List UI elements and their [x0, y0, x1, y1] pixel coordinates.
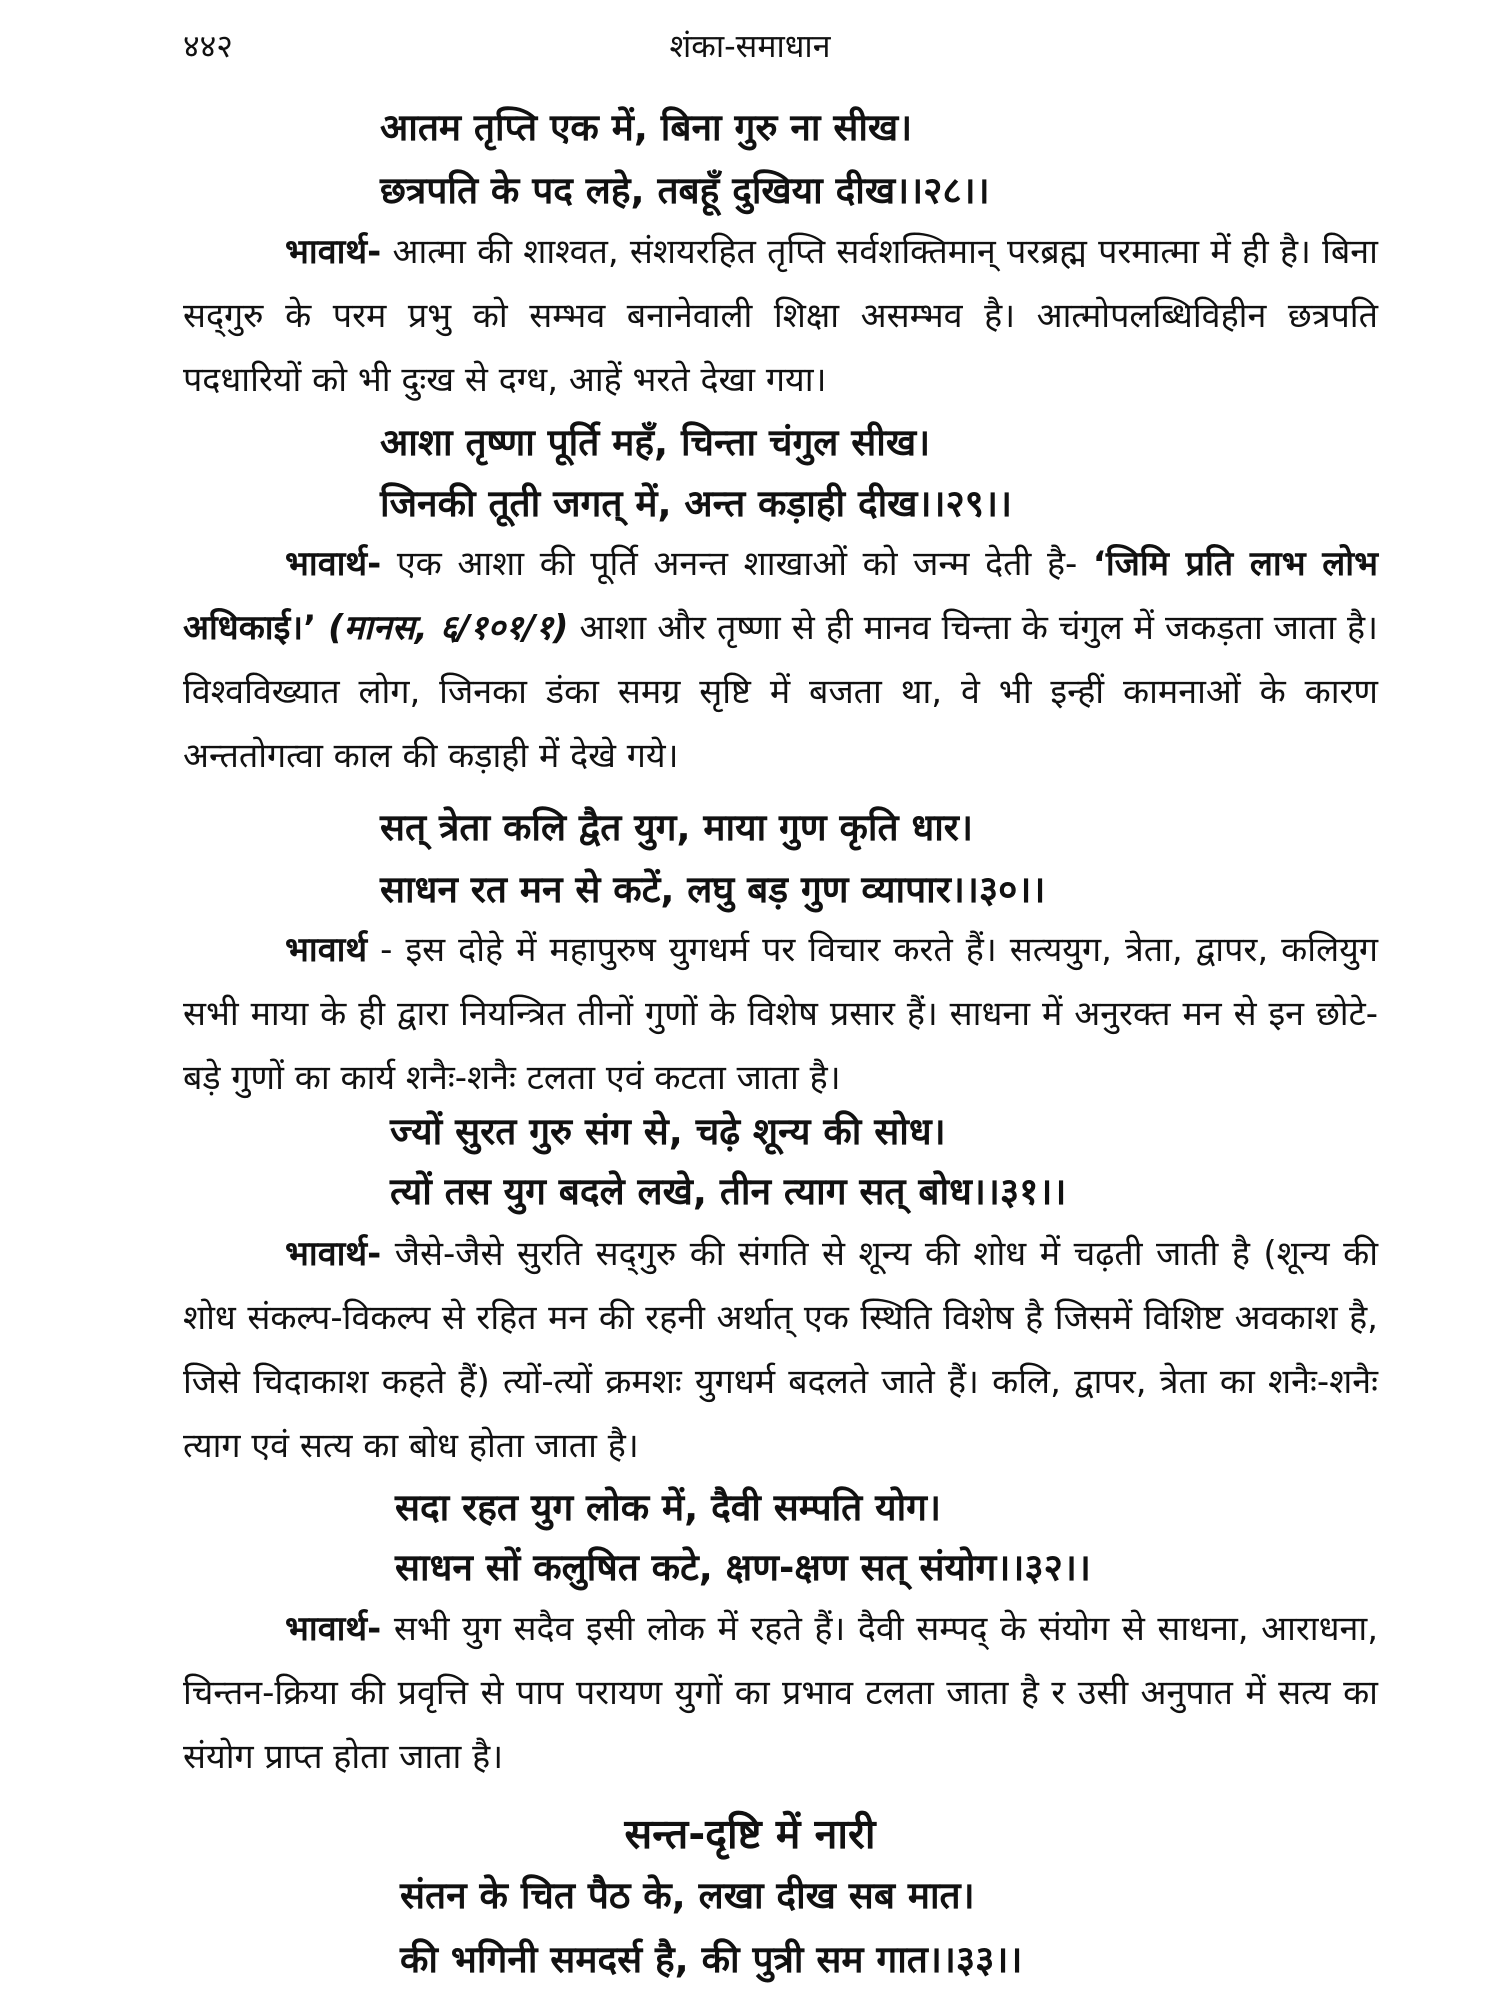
couplet-33-line-1: संतन के चित पैठ के, लखा दीख सब मात।	[400, 1874, 975, 1917]
explanation-text: आशा और तृष्णा से ही मानव चिन्ता के चंगुल में जकड़ता जाता है। विश्वविख्यात लोग, जिनका डंका समग्र सृष्टि में बजता था, वे भी इन्हीं कामनाओं के कारण अन्ततोगत्वा काल की कड़ाही में देखे गये।	[183, 608, 1378, 776]
couplet-29-line-1: आशा तृष्णा पूर्ति महँ, चिन्ता चंगुल सीख।	[380, 421, 931, 464]
explanation-text: जैसे-जैसे सुरति सद्‌गुरु की संगति से शून्य की शोध में चढ़ती जाती है (शून्य की शोध संकल्प-विकल्प से रहित मन की रहनी अर्थात् एक स्थिति विशेष है जिसमें विशिष्ट अवकाश है, जिसे चिदाकाश कहते हैं) त्यों-त्यों क्रमशः युगधर्म बदलते जाते हैं। कलि, द्वापर, त्रेता का शनैः-शनैः त्याग एवं सत्य का बोध होता जाता है।	[183, 1234, 1378, 1466]
couplet-32-line-2: साधन सों कलुषित कटे, क्षण-क्षण सत् संयोग।।३२।।	[395, 1546, 1091, 1589]
explanation-31	[183, 1222, 1378, 1478]
couplet-33-line-2: की भगिनी समदर्स है, की पुत्री सम गात।।३३।।	[400, 1938, 1023, 1981]
couplet-28-line-1: आतम तृप्ति एक में, बिना गुरु ना सीख।	[380, 106, 913, 149]
explanation-label: भावार्थ-	[285, 1234, 382, 1274]
page-header	[0, 18, 1500, 68]
couplet-28-line-2: छत्रपति के पद लहे, तबहूँ दुखिया दीख।।२८।।	[380, 169, 990, 212]
explanation-29	[183, 532, 1378, 788]
explanation-label: भावार्थ-	[285, 544, 382, 584]
explanation-label: भावार्थ-	[285, 232, 382, 272]
running-title: शंका-समाधान	[669, 27, 831, 65]
couplet-31-line-2: त्यों तस युग बदले लखे, तीन त्याग सत् बोध।।३१।।	[390, 1170, 1067, 1213]
explanation-label: भावार्थ-	[285, 1609, 382, 1649]
explanation-text: सभी युग सदैव इसी लोक में रहते हैं। दैवी सम्पद् के संयोग से साधना, आराधना, चिन्तन-क्रिया की प्रवृत्ति से पाप परायण युगों का प्रभाव टलता जाता है र उसी अनुपात में सत्य का संयोग प्राप्त होता जाता है।	[183, 1609, 1378, 1777]
explanation-30	[183, 918, 1378, 1110]
couplet-29-line-2: जिनकी तूती जगत् में, अन्त कड़ाही दीख।।२९।।	[380, 482, 1013, 525]
explanation-text: एक आशा की पूर्ति अनन्त शाखाओं को जन्म देती है-	[381, 544, 1093, 584]
couplet-31-line-1: ज्यों सुरत गुरु संग से, चढ़े शून्य की सोध।	[390, 1110, 946, 1153]
couplet-32-line-1: सदा रहत युग लोक में, दैवी सम्पति योग।	[395, 1486, 942, 1529]
explanation-text: आत्मा की शाश्वत, संशयरहित तृप्ति सर्वशक्तिमान् परब्रह्म परमात्मा में ही है। बिना सद्‌गुरु के परम प्रभु को सम्भव बनानेवाली शिक्षा असम्भव है। आत्मोपलब्धिविहीन छत्रपति पदधारियों को भी दुःख से दग्ध, आहें भरते देखा गया।	[183, 232, 1378, 400]
explanation-text: - इस दोहे में महापुरुष युगधर्म पर विचार करते हैं। सत्ययुग, त्रेता, द्वापर, कलियुग सभी माया के ही द्वारा नियन्त्रित तीनों गुणों के विशेष प्रसार हैं। साधना में अनुरक्त मन से इन छोटे-बड़े गुणों का कार्य शनैः-शनैः टलता एवं कटता जाता है।	[183, 930, 1378, 1098]
explanation-28	[183, 220, 1378, 412]
couplet-30-line-1: सत् त्रेता कलि द्वैत युग, माया गुण कृति धार।	[380, 806, 973, 849]
quotation: ‘जिमि प्रति लाभ लोभ अधिकाई।’	[183, 544, 1379, 648]
explanation-label: भावार्थ	[285, 930, 368, 970]
page-number: ४४२	[183, 27, 233, 65]
couplet-30-line-2: साधन रत मन से कटें, लघु बड़ गुण व्यापार।।३०।।	[380, 868, 1046, 911]
section-heading: सन्त-दृष्टि में नारी	[624, 1810, 876, 1858]
citation: (मानस, ६/१०१/१)	[316, 608, 569, 648]
explanation-32	[183, 1597, 1378, 1789]
